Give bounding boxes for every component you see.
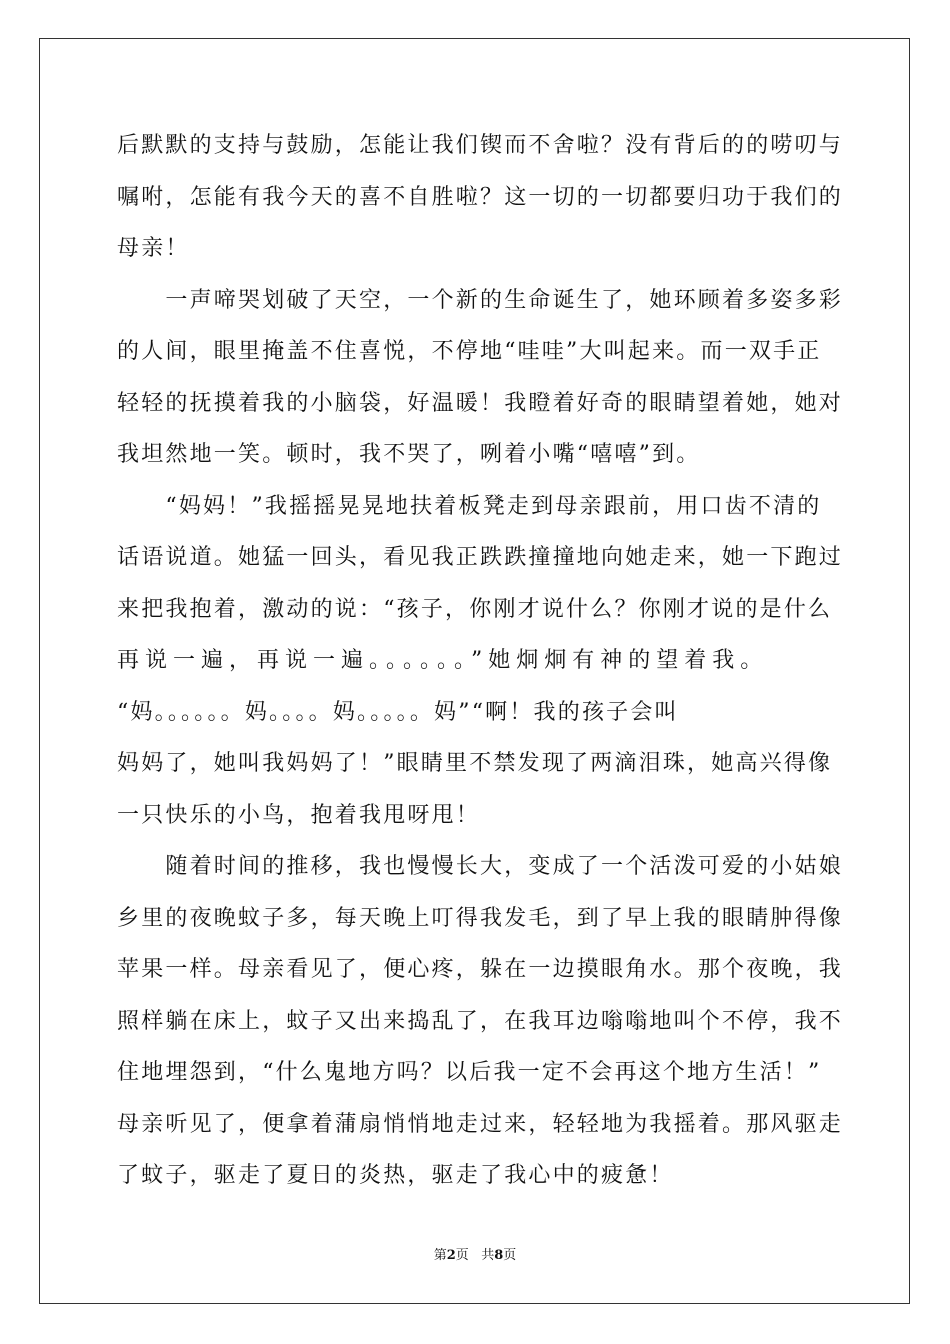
text-line: 一声啼哭划破了天空，一个新的生命诞生了，她环顾着多姿多彩 <box>117 287 844 313</box>
text-line: 了蚊子，驱走了夏日的炎热，驱走了我心中的疲惫！ <box>117 1163 674 1188</box>
text-line: 乡里的夜晚蚊子多，每天晚上叮得我发毛，到了早上我的眼睛肿得像 <box>117 905 844 931</box>
text-line: 后默默的支持与鼓励，怎能让我们锲而不舍啦？没有背后的的唠叨与 <box>117 133 844 158</box>
text-line: 来把我抱着，激动的说：“孩子，你刚才说什么？你刚才说的是什么 <box>117 596 833 622</box>
text-line: 照样躺在床上，蚊子又出来捣乱了，在我耳边嗡嗡地叫个不停，我不 <box>117 1008 844 1034</box>
text-line: 妈妈了，她叫我妈妈了！”眼睛里不禁发现了两滴泪珠，她高兴得像 <box>117 751 833 776</box>
text-line: 苹果一样。母亲看见了，便心疼，躲在一边摸眼角水。那个夜晚，我 <box>117 957 844 982</box>
text-line: 我坦然地一笑。顿时，我不哭了，咧着小嘴“嘻嘻”到。 <box>117 442 701 467</box>
text-line: 的人间，眼里掩盖不住喜悦，不停地“哇哇”大叫起来。而一双手正 <box>117 339 822 364</box>
text-line: 一只快乐的小鸟，抱着我甩呀甩！ <box>117 802 481 828</box>
text-line: 母亲听见了，便拿着蒲扇悄悄地走过来，轻轻地为我摇着。那风驱走 <box>117 1111 844 1137</box>
text-line: 随着时间的推移，我也慢慢长大，变成了一个活泼可爱的小姑娘 <box>117 854 844 879</box>
total-suffix: 页 <box>503 1248 517 1263</box>
document-body <box>117 126 844 1208</box>
text-line: “妈妈！”我摇摇晃晃地扶着板凳走到母亲跟前，用口齿不清的 <box>117 493 822 519</box>
text-line: 住地埋怨到，“什么鬼地方吗？以后我一定不会再这个地方生活！” <box>117 1060 822 1085</box>
text-line: 轻轻的抚摸着我的小脑袋，好温暖！我瞪着好奇的眼睛望着她，她对 <box>117 390 844 416</box>
page-number: 2 <box>446 1248 456 1263</box>
text-line: 再说一遍，再说一遍。。。。。。”她炯炯有神的望着我。 <box>117 648 769 673</box>
text-line: 话语说道。她猛一回头，看见我正跌跌撞撞地向她走来，她一下跑过 <box>117 545 844 570</box>
total-pages: 8 <box>494 1248 504 1263</box>
text-line: 母亲！ <box>117 236 190 261</box>
page-suffix: 页 <box>455 1248 469 1263</box>
text-line: “妈。。。。。。妈。。。。妈。。。。。妈”“啊！我的孩子会叫 <box>117 699 679 725</box>
page-prefix: 第 <box>433 1248 447 1263</box>
page-footer <box>0 1246 950 1266</box>
text-line: 嘱咐，怎能有我今天的喜不自胜啦？这一切的一切都要归功于我们的 <box>117 184 844 210</box>
total-prefix: 共 <box>481 1248 495 1263</box>
